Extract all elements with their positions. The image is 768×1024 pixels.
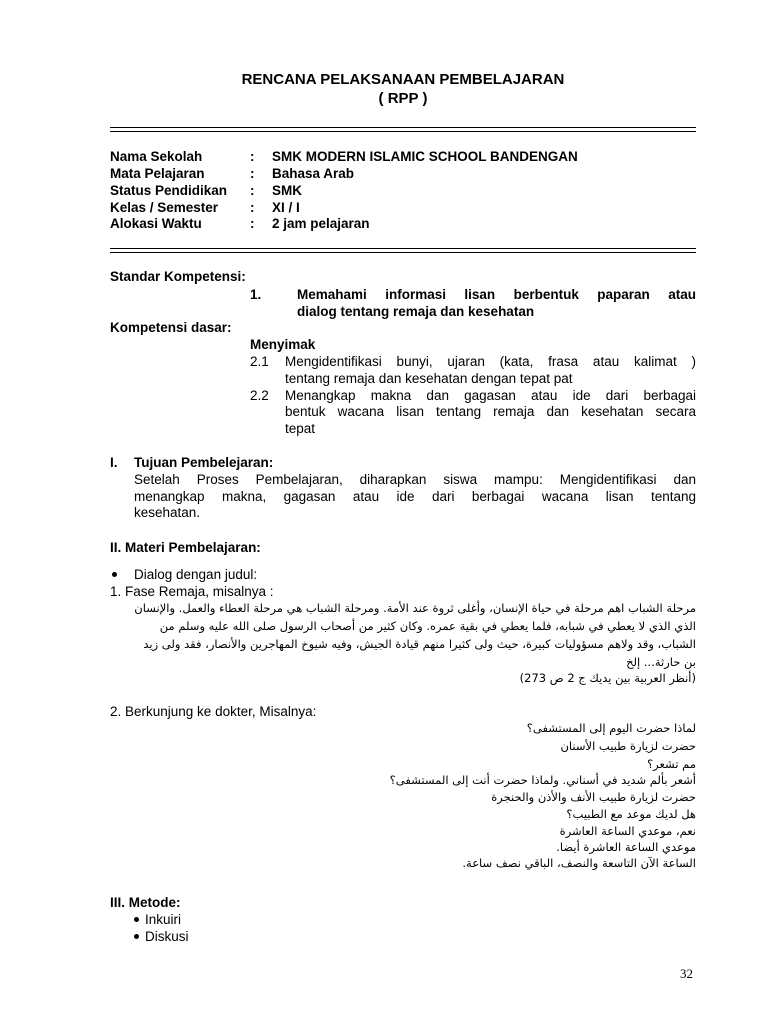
dialog-line: مم تشعر؟ (647, 757, 696, 771)
tujuan-text-line: menangkap makna, gagasan atau ide dari berbagai wacana lisan tentang (134, 489, 696, 504)
identity-value: Bahasa Arab (272, 166, 355, 181)
identity-colon: : (250, 183, 255, 198)
metode-item: Diskusi (145, 929, 189, 944)
divider (110, 252, 696, 253)
tujuan-heading: Tujuan Pembelejaran: (134, 455, 274, 470)
materi-heading: II. Materi Pembelajaran: (110, 540, 261, 555)
tujuan-text-line: kesehatan. (134, 505, 201, 520)
kompetensi-item-line: tepat (285, 421, 316, 436)
document-subtitle: ( RPP ) (378, 90, 428, 107)
metode-heading: III. Metode: (110, 895, 181, 910)
fase-heading: 1. Fase Remaja, misalnya : (110, 584, 274, 599)
identity-row-school (110, 149, 710, 166)
kompetensi-item-line: bentuk wacana lisan tentang remaja dan kesehatan secara (285, 404, 696, 419)
kompetensi-item-line: tentang remaja dan kesehatan dengan tepat pat (285, 371, 573, 386)
arabic-line: الذي الذي لا يعطي في شبابه، فلما يعطي في بقية عمره. وكان كثير من أصحاب الرسول صلى الله عليه وسلم من (159, 619, 696, 633)
identity-row-class (110, 200, 710, 217)
dialog-line: لماذا حضرت اليوم إلى المستشفى؟ (526, 721, 696, 735)
arabic-reference: (أنظر العربية بين يديك ج 2 ص 273) (519, 671, 696, 685)
materi-bullet-text: Dialog dengan judul: (134, 567, 258, 582)
standar-text-line: Memahami informasi lisan berbentuk paparan atau (297, 287, 696, 302)
kompetensi-item-number: 2.1 (250, 354, 269, 369)
kompetensi-item-number: 2.2 (250, 388, 269, 403)
identity-label: Nama Sekolah (110, 149, 203, 164)
identity-label: Status Pendidikan (110, 183, 228, 198)
kompetensi-item-line: Menangkap makna dan gagasan atau ide dari berbagai (285, 388, 696, 403)
identity-value: 2 jam pelajaran (272, 216, 370, 231)
identity-colon: : (250, 166, 255, 181)
identity-label: Mata Pelajaran (110, 166, 205, 181)
dialog-line: الساعة الآن التاسعة والنصف، الباقي نصف ساعة. (462, 856, 696, 870)
bullet-icon (134, 934, 139, 939)
metode-item: Inkuiri (145, 912, 182, 927)
arabic-line: بن حارثة... إلخ (626, 655, 696, 669)
divider (110, 131, 696, 132)
dialog-line: حضرت لزيارة طبيب الأسنان (560, 739, 696, 753)
identity-colon: : (250, 216, 255, 231)
identity-value: SMK MODERN ISLAMIC SCHOOL BANDENGAN (272, 149, 578, 164)
dialog-line: نعم، موعدي الساعة العاشرة (559, 824, 696, 838)
standar-heading: Standar Kompetensi: (110, 269, 246, 284)
kompetensi-subheading: Menyimak (250, 337, 316, 352)
standar-text-line: dialog tentang remaja dan kesehatan (297, 304, 535, 319)
dialog-line: أشعر بألم شديد في أسناني. ولماذا حضرت أنت إلى المستشفى؟ (389, 773, 696, 787)
document-title: RENCANA PELAKSANAAN PEMBELAJARAN (241, 71, 565, 88)
standar-number: 1. (250, 287, 262, 302)
identity-value: SMK (272, 183, 302, 198)
bullet-icon (134, 917, 139, 922)
tujuan-number: I. (110, 455, 118, 470)
identity-colon: : (250, 149, 255, 164)
identity-label: Kelas / Semester (110, 200, 219, 215)
divider (110, 248, 696, 249)
page-number: 32 (680, 966, 693, 981)
bullet-icon (112, 572, 117, 577)
kompetensi-heading: Kompetensi dasar: (110, 320, 232, 335)
identity-label: Alokasi Waktu (110, 216, 202, 231)
dialog-line: موعدي الساعة العاشرة أيضا. (556, 840, 696, 854)
kompetensi-item-line: Mengidentifikasi bunyi, ujaran (kata, frasa atau kalimat ) (285, 354, 696, 369)
dialog-line: هل لديك موعد مع الطبيب؟ (566, 807, 696, 821)
identity-row-status (110, 183, 710, 200)
tujuan-text-line: Setelah Proses Pembelajaran, diharapkan siswa mampu: Mengidentifikasi dan (134, 472, 696, 487)
arabic-line: الشباب، وقد ولاهم مسؤوليات كبيرة، حيث ولى كثيرا منهم قيادة الجيش، وفيه شيوخ المهاجرين والأنصار، فقد ولى زيد (143, 637, 696, 651)
dialog-line: حضرت لزيارة طبيب الأنف والأذن والحنجرة (491, 790, 696, 804)
identity-colon: : (250, 200, 255, 215)
arabic-line: مرحلة الشباب اهم مرحلة في حياة الإنسان، وأغلى ثروة عند الأمة. ومرحلة الشباب هي مرحلة العطاء والعمل. والإنسان (134, 601, 696, 615)
identity-row-subject (110, 166, 710, 183)
dokter-heading: 2. Berkunjung ke dokter, Misalnya: (110, 704, 317, 719)
identity-value: XI / I (272, 200, 300, 215)
identity-row-time (110, 216, 710, 233)
divider (110, 127, 696, 128)
